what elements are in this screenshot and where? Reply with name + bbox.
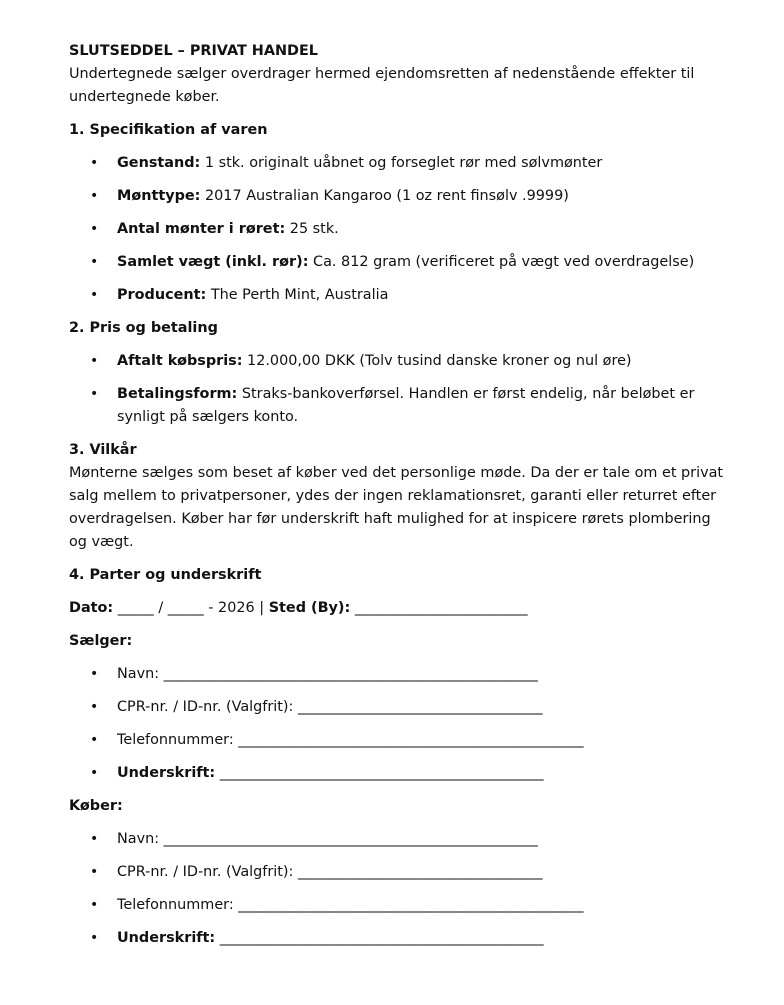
seller-id-field[interactable] <box>69 696 726 719</box>
item-label: Producent: <box>117 287 207 303</box>
signature-blank: _____________________________________________ <box>215 765 544 781</box>
buyer-signature-field[interactable] <box>69 927 726 950</box>
signature-label: Underskrift: <box>117 765 216 781</box>
seller-name-field[interactable] <box>69 663 726 686</box>
buyer-heading: Køber: <box>69 798 123 814</box>
seller-heading: Sælger: <box>69 633 133 649</box>
item-value: 12.000,00 DKK (Tolv tusind danske kroner og nul øre) <box>242 353 632 369</box>
field-text: Telefonnummer: ________________________________________________ <box>117 732 584 748</box>
item-label: Genstand: <box>117 155 201 171</box>
bullet: • <box>90 831 99 847</box>
terms-text: Mønterne sælges som beset af køber ved det personlige møde. Da der er tale om et privat salg mellem to privatpersoner, ydes der ingen reklamationsret, garanti eller returret efter overdragelsen. Køber har før underskrift haft mulighed for at inspicere rørets plombering og vægt. <box>69 465 724 550</box>
field-text: CPR-nr. / ID-nr. (Valgfrit): __________________________________ <box>117 864 543 880</box>
bullet: • <box>90 897 99 913</box>
list-item <box>69 251 726 274</box>
bullet: • <box>90 666 99 682</box>
bullet: • <box>90 864 99 880</box>
section1-list <box>69 152 726 307</box>
item-label: Samlet vægt (inkl. rør): <box>117 254 309 270</box>
seller-phone-field[interactable] <box>69 729 726 752</box>
field-text: Navn: ____________________________________________________ <box>117 831 538 847</box>
item-label: Betalingsform: <box>117 386 238 402</box>
bullet: • <box>90 254 99 270</box>
list-item <box>69 383 726 429</box>
item-label: Antal mønter i røret: <box>117 221 286 237</box>
bullet: • <box>90 765 99 781</box>
date-blank-field[interactable]: _____ / _____ - 2026 | <box>113 600 269 616</box>
place-label: Sted (By): <box>268 600 351 616</box>
bullet: • <box>90 287 99 303</box>
list-item <box>69 284 726 307</box>
place-blank-field[interactable]: ________________________ <box>350 600 528 616</box>
bullet: • <box>90 353 99 369</box>
list-item <box>69 185 726 208</box>
bullet: • <box>90 386 99 402</box>
document-title: SLUTSEDDEL – PRIVAT HANDEL <box>69 43 318 59</box>
list-item <box>69 218 726 241</box>
buyer-phone-field[interactable] <box>69 894 726 917</box>
buyer-name-field[interactable] <box>69 828 726 851</box>
bullet: • <box>90 732 99 748</box>
item-value: 1 stk. originalt uåbnet og forseglet rør med sølvmønter <box>200 155 603 171</box>
item-value: Ca. 812 gram (verificeret på vægt ved overdragelse) <box>308 254 695 270</box>
buyer-list <box>69 828 726 950</box>
buyer-id-field[interactable] <box>69 861 726 884</box>
list-item <box>69 350 726 373</box>
seller-signature-field[interactable] <box>69 762 726 785</box>
bullet: • <box>90 699 99 715</box>
item-value: 2017 Australian Kangaroo (1 oz rent finsølv .9999) <box>200 188 569 204</box>
signature-label: Underskrift: <box>117 930 216 946</box>
field-text: Telefonnummer: ________________________________________________ <box>117 897 584 913</box>
bullet: • <box>90 188 99 204</box>
section2-heading: 2. Pris og betaling <box>69 320 218 336</box>
section4-heading: 4. Parter og underskrift <box>69 567 262 583</box>
field-text: CPR-nr. / ID-nr. (Valgfrit): __________________________________ <box>117 699 543 715</box>
date-place-line <box>69 597 726 620</box>
item-value: The Perth Mint, Australia <box>206 287 389 303</box>
item-label: Mønttype: <box>117 188 201 204</box>
bullet: • <box>90 930 99 946</box>
section2-list <box>69 350 726 429</box>
date-label: Dato: <box>69 600 114 616</box>
intro-text: Undertegnede sælger overdrager hermed ejendomsretten af nedenstående effekter til undertegnede køber. <box>69 66 695 105</box>
bullet: • <box>90 221 99 237</box>
section1-heading: 1. Specifikation af varen <box>69 122 268 138</box>
list-item <box>69 152 726 175</box>
item-value: Straks-bankoverførsel. Handlen er først endelig, når beløbet er synligt på sælgers konto. <box>117 386 695 425</box>
field-text: Navn: ____________________________________________________ <box>117 666 538 682</box>
item-value: 25 stk. <box>285 221 339 237</box>
bullet: • <box>90 155 99 171</box>
section3-heading: 3. Vilkår <box>69 442 137 458</box>
seller-list <box>69 663 726 785</box>
item-label: Aftalt købspris: <box>117 353 243 369</box>
signature-blank: _____________________________________________ <box>215 930 544 946</box>
